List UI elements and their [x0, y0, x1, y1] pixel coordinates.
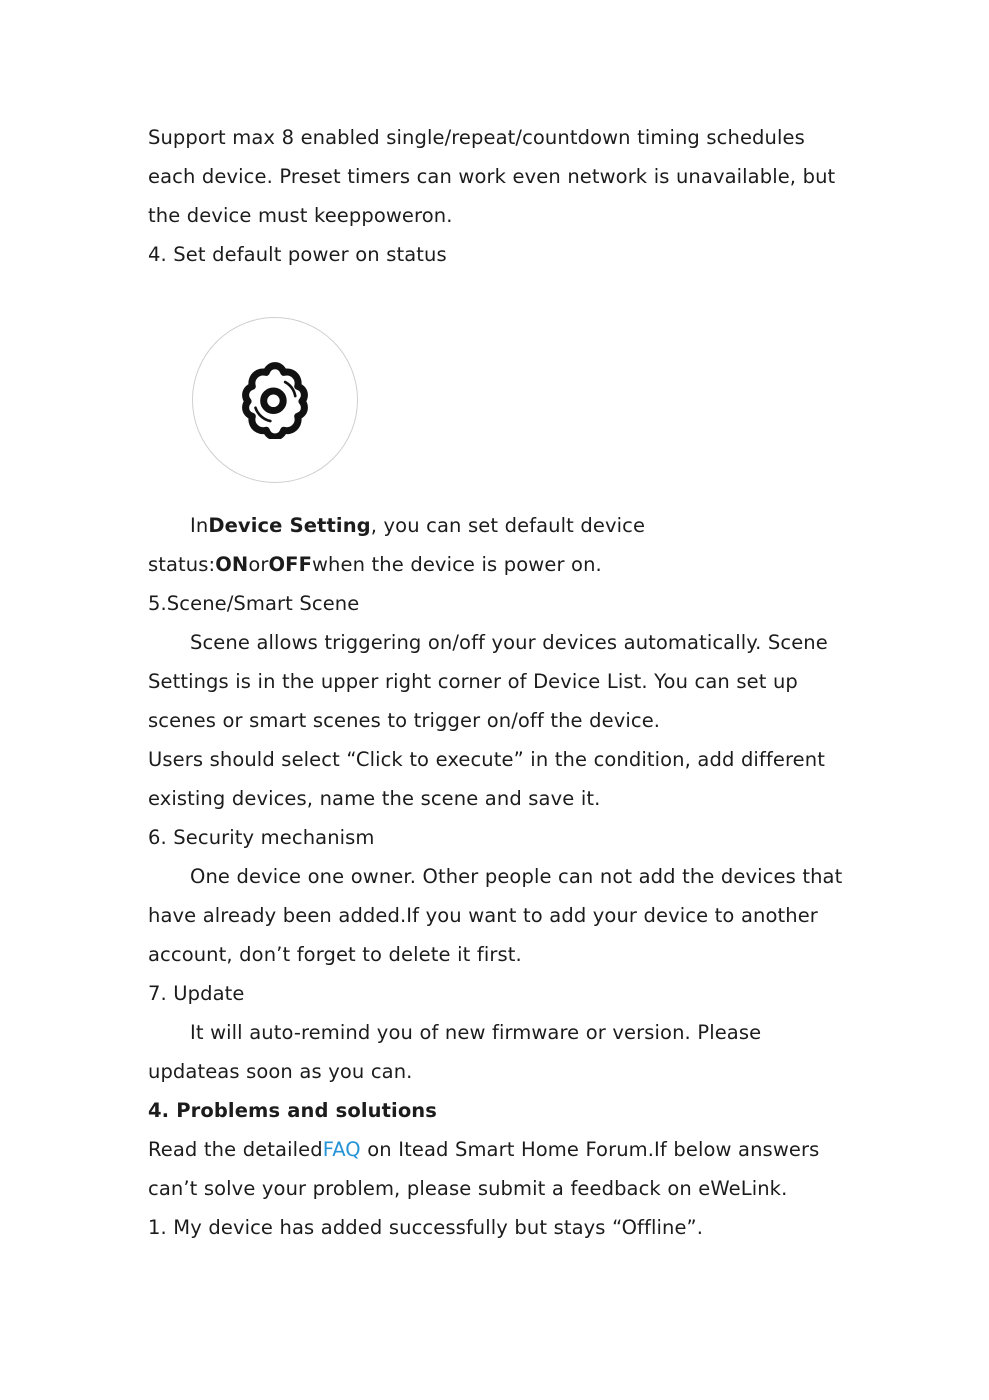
paragraph-scene-line-2: Settings is in the upper right corner of Device List. You can set up: [148, 670, 798, 693]
paragraph-security-line-1: [148, 857, 843, 896]
device-setting-prefix: In: [190, 514, 209, 537]
status-value-on: ON: [215, 553, 249, 576]
heading-scene-smart-scene: 5.Scene/Smart Scene: [148, 592, 360, 615]
paragraph-security-line-2: have already been added.If you want to add your device to another: [148, 904, 818, 927]
paragraph-problem-1: 1. My device has added successfully but stays “Offline”.: [148, 1216, 704, 1239]
paragraph-faq-line-2: can’t solve your problem, please submit a feedback on eWeLink.: [148, 1177, 788, 1200]
faq-suffix-text: on Itead Smart Home Forum.If below answers: [360, 1138, 820, 1161]
device-setting-mid: , you can set default device: [370, 514, 646, 537]
status-value-off: OFF: [268, 553, 312, 576]
heading-set-default-power-on-status: 4. Set default power on status: [148, 243, 447, 266]
faq-prefix-text: Read the detailed: [148, 1138, 323, 1161]
device-setting-term: Device Setting: [208, 514, 371, 537]
heading-update: 7. Update: [148, 982, 245, 1005]
status-suffix: when the device is power on.: [312, 553, 602, 576]
paragraph-timing-line-3: the device must keeppoweron.: [148, 204, 453, 227]
security-line-1-text: One device one owner. Other people can not add the devices that: [190, 865, 843, 888]
paragraph-faq-line-1: [148, 1130, 843, 1169]
scene-line-1-text: Scene allows triggering on/off your devices automatically. Scene: [190, 631, 828, 654]
paragraph-scene-line-3: scenes or smart scenes to trigger on/off the device.: [148, 709, 661, 732]
device-setting-figure: [192, 317, 358, 483]
paragraph-scene-line-4: Users should select “Click to execute” in the condition, add different: [148, 748, 825, 771]
status-prefix: status:: [148, 553, 216, 576]
gear-icon: [236, 361, 314, 439]
document-body: [148, 118, 843, 1247]
heading-security-mechanism: 6. Security mechanism: [148, 826, 375, 849]
paragraph-update-line-1: [148, 1013, 843, 1052]
paragraph-device-setting: [148, 506, 843, 545]
status-or: or: [248, 553, 269, 576]
paragraph-security-line-3: account, don’t forget to delete it first.: [148, 943, 522, 966]
paragraph-timing-line-2: each device. Preset timers can work even network is unavailable, but: [148, 165, 836, 188]
paragraph-scene-line-5: existing devices, name the scene and save it.: [148, 787, 601, 810]
heading-problems-and-solutions: 4. Problems and solutions: [148, 1099, 438, 1122]
paragraph-scene-line-1: [148, 623, 843, 662]
paragraph-timing-line-1: Support max 8 enabled single/repeat/countdown timing schedules: [148, 126, 805, 149]
update-line-1-text: It will auto-remind you of new firmware or version. Please: [190, 1021, 762, 1044]
paragraph-status-on-off: [148, 545, 843, 584]
faq-link[interactable]: FAQ: [322, 1138, 361, 1161]
paragraph-update-line-2: updateas soon as you can.: [148, 1060, 413, 1083]
